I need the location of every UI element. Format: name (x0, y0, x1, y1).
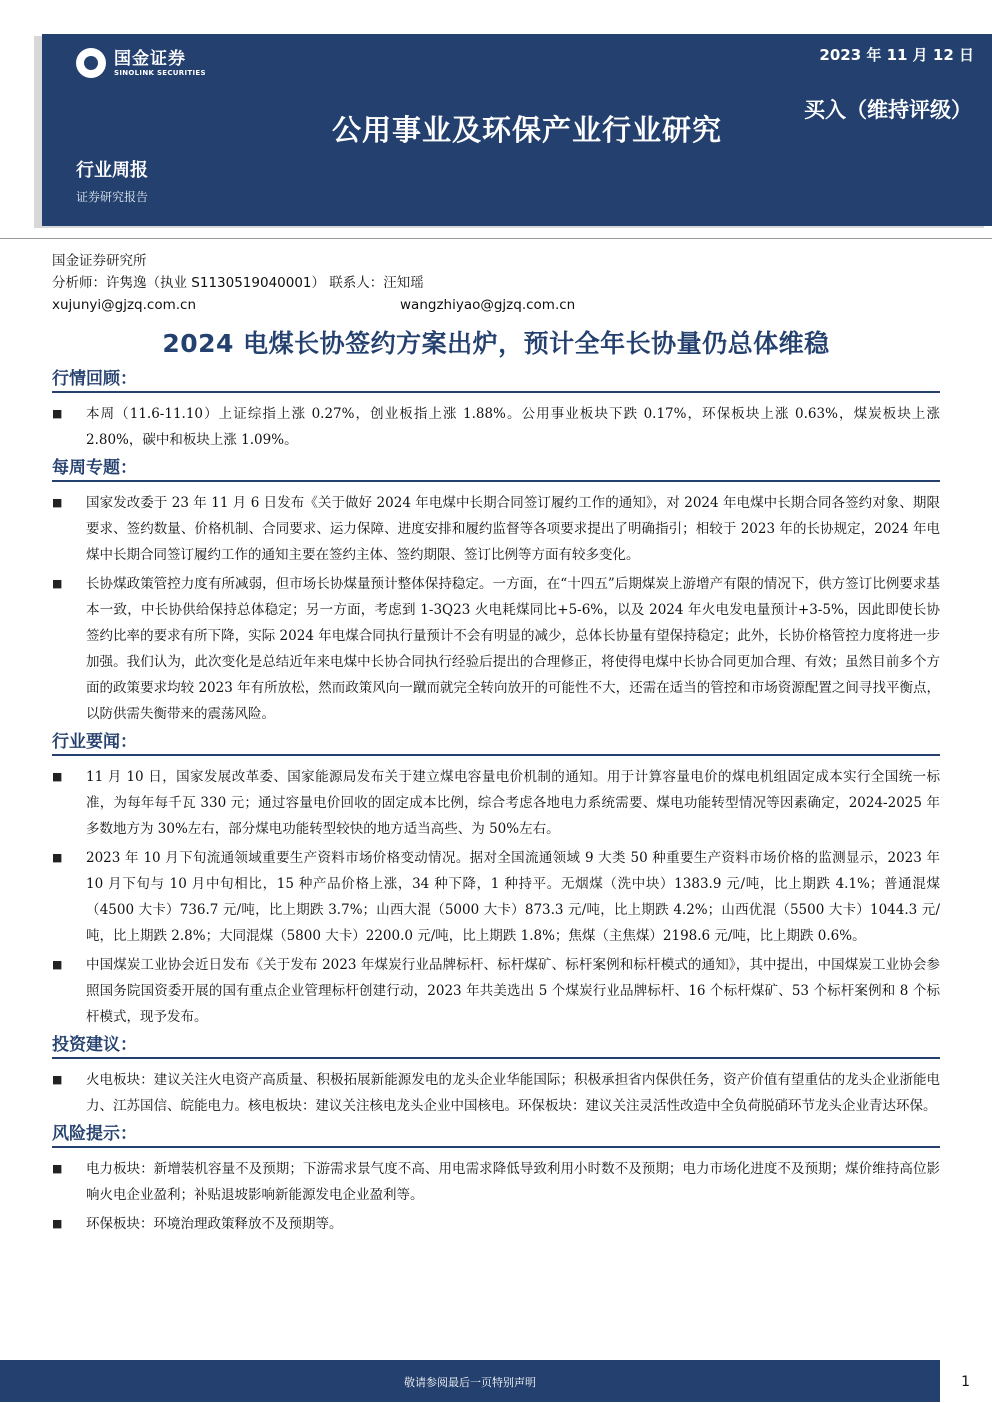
author-info (52, 250, 576, 316)
bullet-text: 中国煤炭工业协会近日发布《关于发布 2023 年煤炭行业品牌标杆、标杆煤矿、标杆案例和标杆模式的通知》，其中提出，中国煤炭工业协会参照国务院国资委开展的国有重点企业管理标杆创建行动，2023 年共美选出 5 个煤炭行业品牌标杆、16 个标杆煤矿、53 个标杆案例和 8 个标杆模式，现予发布。 (86, 957, 940, 1025)
section-investment-advice (52, 1034, 940, 1119)
list-item (52, 401, 940, 453)
logo-text-en: SINOLINK SECURITIES (114, 68, 206, 77)
list-item (52, 845, 940, 949)
footer-disclaimer: 敬请参阅最后一页特别声明 (404, 1376, 536, 1389)
section-title: 投资建议： (52, 1034, 940, 1059)
rating-label: 买入（维持评级） (804, 98, 972, 122)
industry-title: 公用事业及环保产业行业研究 (332, 113, 723, 147)
list-item (52, 1156, 940, 1208)
bullet-text: 国家发改委于 23 年 11 月 6 日发布《关于做好 2024 年电煤中长期合同签订履约工作的通知》，对 2024 年电煤中长期合同各签约对象、期限要求、签约数量、价格机制、合同要求、运力保障、进度安排和履约监督等各项要求提出了明确指引；相较于 2023 年的长协规定，2024 年电煤中长期合同签订履约工作的通知主要在签约主体、签约期限、签订比例等方面有较多变化。 (86, 495, 940, 563)
list-item (52, 952, 940, 1030)
square-bullet-icon: ■ (52, 958, 63, 971)
analyst-line: 分析师：许隽逸（执业 S1130519040001） 联系人：汪知瑶 (52, 275, 424, 291)
square-bullet-icon: ■ (52, 1073, 63, 1086)
square-bullet-icon: ■ (52, 1162, 63, 1175)
list-item (52, 1067, 940, 1119)
analyst-email[interactable]: xujunyi@gjzq.com.cn (52, 297, 197, 313)
bullet-text: 本周（11.6-11.10）上证综指上涨 0.27%，创业板指上涨 1.88%。公用事业板块下跌 0.17%，环保板块上涨 0.63%，煤炭板块上涨 2.80%，碳中和板块上涨 1.09%。 (86, 406, 940, 448)
section-risk-warning (52, 1123, 940, 1237)
report-type: 行业周报 (76, 160, 148, 181)
section-title: 每周专题： (52, 457, 940, 482)
report-body (52, 368, 940, 1241)
report-subtitle: 证券研究报告 (76, 190, 149, 204)
square-bullet-icon: ■ (52, 770, 63, 783)
bullet-text: 2023 年 10 月下旬流通领域重要生产资料市场价格变动情况。据对全国流通领域 9 大类 50 种重要生产资料市场价格的监测显示，2023 年 10 月下旬与 10 月中旬相比，15 种产品价格上涨，34 种下降，1 种持平。无烟煤（洗中块）1383.9 元/吨，比上期跌 4.1%；普通混煤（4500 大卡）736.7 元/吨，比上期跌 3.7%；山西大混（5000 大卡）873.3 元/吨，比上期跌 4.2%；山西优混（5500 大卡）1044.3 元/吨，比上期跌 2.8%；大同混煤（5800 大卡）2200.0 元/吨，比上期跌 1.8%；焦煤（主焦煤）2198.6 元/吨，比上期跌 0.6%。 (86, 850, 940, 944)
section-weekly-topic (52, 457, 940, 727)
section-industry-news (52, 731, 940, 1030)
section-title: 行业要闻： (52, 731, 940, 756)
logo-text-cn: 国金证券 (114, 48, 186, 69)
footer-bar (0, 1360, 940, 1402)
list-item (52, 571, 940, 727)
bullet-text: 环保板块：环境治理政策释放不及预期等。 (86, 1216, 343, 1232)
report-date: 2023 年 11 月 12 日 (819, 46, 974, 64)
report-headline: 2024 电煤长协签约方案出炉，预计全年长协量仍总体维稳 (162, 329, 830, 358)
contact-email[interactable]: wangzhiyao@gjzq.com.cn (400, 297, 576, 313)
square-bullet-icon: ■ (52, 577, 63, 590)
report-header (42, 34, 992, 226)
sinolink-logo-icon (76, 48, 106, 78)
bullet-text: 电力板块：新增装机容量不及预期；下游需求景气度不高、用电需求降低导致利用小时数不及预期；电力市场化进度不及预期；煤价维持高位影响火电企业盈利；补贴退坡影响新能源发电企业盈利等。 (86, 1161, 940, 1203)
square-bullet-icon: ■ (52, 1217, 63, 1230)
square-bullet-icon: ■ (52, 496, 63, 509)
bullet-text: 11 月 10 日，国家发展改革委、国家能源局发布关于建立煤电容量电价机制的通知。用于计算容量电价的煤电机组固定成本实行全国统一标准，为每年每千瓦 330 元；通过容量电价回收的固定成本比例，综合考虑各地电力系统需要、煤电功能转型情况等因素确定，2024-2025 年多数地方为 30%左右，部分煤电功能转型较快的地方适当高些、为 50%左右。 (86, 769, 940, 837)
square-bullet-icon: ■ (52, 407, 63, 420)
page-number: 1 (961, 1374, 970, 1390)
section-title: 行情回顾： (52, 368, 940, 393)
section-market-review (52, 368, 940, 453)
section-title: 风险提示： (52, 1123, 940, 1148)
bullet-text: 长协煤政策管控力度有所减弱，但市场长协煤量预计整体保持稳定。一方面，在“十四五”后期煤炭上游增产有限的情况下，供方签订比例要求基本一致，中长协供给保持总体稳定；另一方面，考虑到 1-3Q23 火电耗煤同比+5-6%，以及 2024 年火电发电量预计+3-5%，因此即使长协签约比率的要求有所下降，实际 2024 年电煤合同执行量预计不会有明显的减少，总体长协量有望保持稳定；此外，长协价格管控力度将进一步加强。我们认为，此次变化是总结近年来电煤中长协合同执行经验后提出的合理修正，将使得电煤中长协合同更加合理、有效；虽然目前多个方面的政策要求均较 2023 年有所放松，然而政策风向一蹴而就完全转向放开的可能性不大，还需在适当的管控和市场资源配置之间寻找平衡点，以防供需失衡带来的震荡风险。 (86, 576, 940, 722)
list-item (52, 1211, 940, 1237)
email-row (52, 294, 576, 316)
header-divider (0, 238, 992, 239)
bullet-text: 火电板块：建议关注火电资产高质量、积极拓展新能源发电的龙头企业华能国际；积极承担省内保供任务，资产价值有望重估的龙头企业浙能电力、江苏国信、皖能电力。核电板块：建议关注核电龙头企业中国核电。环保板块：建议关注灵活性改造中全负荷脱硝环节龙头企业青达环保。 (86, 1072, 940, 1114)
list-item (52, 490, 940, 568)
institute-name: 国金证券研究所 (52, 253, 147, 269)
list-item (52, 764, 940, 842)
square-bullet-icon: ■ (52, 851, 63, 864)
company-logo (76, 48, 206, 78)
